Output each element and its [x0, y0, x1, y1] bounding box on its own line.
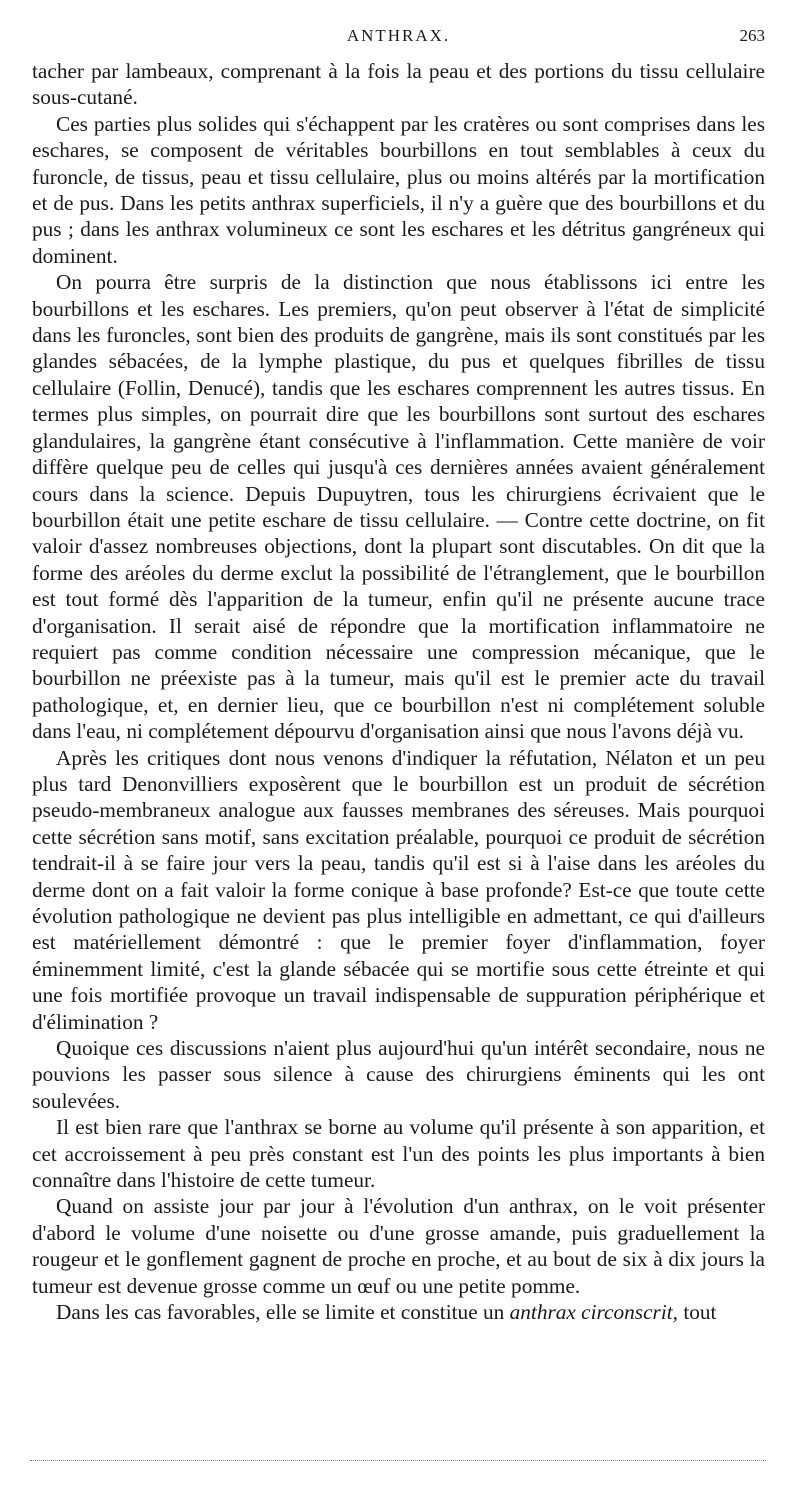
paragraph: Après les critiques dont nous venons d'indiquer la réfutation, Nélaton et un peu plus tard Denonvilliers exposèrent que le bourbillon est un produit de sécrétion pseudo-membraneux analogue aux fausses membranes des séreuses. Mais pourquoi cette sécrétion sans motif, sans excitation préalable, pourquoi ce produit de sécrétion tendrait-il à se faire jour vers la peau, tandis qu'il est si à l'aise dans les aréoles du derme dont on a fait valoir la forme conique à base profonde? Est-ce que toute cette évolution pathologique ne devient pas plus intelligible en admettant, ce qui d'ailleurs est matériellement démontré : que le premier foyer d'inflammation, foyer éminemment limité, c'est la glande sébacée qui se mortifie sous cette étreinte et qui une fois mortifiée provoque un travail indispensable de suppuration périphérique et d'élimination ?: [32, 745, 765, 1034]
paragraph: Quand on assiste jour par jour à l'évolution d'un anthrax, on le voit présenter d'abord le volume d'une noisette ou d'une grosse amande, puis graduellement la rougeur et le gonflement gagnent de proche en proche, et au bout de six à dix jours la tumeur est devenue grosse comme un œuf ou une petite pomme.: [32, 1194, 765, 1298]
paragraph-last: [32, 1299, 765, 1325]
paragraph: Ces parties plus solides qui s'échappent par les cratères ou sont comprises dans les eschares, se composent de véritables bourbillons en tout semblables à ceux du furoncle, de tissus, peau et tissu cellulaire, plus ou moins altérés par la mortification et de pus. Dans les petits anthrax superficiels, il n'y a guère que des bourbillons et du pus ; dans les anthrax volumineux ce sont les eschares et les détritus gangréneux qui dominent.: [32, 111, 765, 268]
paragraph: Il est bien rare que l'anthrax se borne au volume qu'il présente à son apparition, et cet accroissement à peu près constant est l'un des points les plus importants à bien connaître dans l'histoire de cette tumeur.: [32, 1115, 765, 1193]
page-number: 263: [739, 26, 765, 45]
paragraph: tacher par lambeaux, comprenant à la fois la peau et des portions du tissu cellulaire sous-cutané.: [32, 59, 765, 110]
paragraph-text: Dans les cas favorables, elle se limite et constitue un: [56, 1300, 510, 1325]
page: [32, 26, 765, 1326]
header-title: ANTHRAX.: [346, 26, 451, 45]
body-text: [32, 58, 765, 1326]
paragraph-text: tout: [678, 1300, 717, 1325]
running-header: [32, 26, 765, 50]
footer-divider: [30, 1460, 766, 1461]
paragraph: Quoique ces discussions n'aient plus aujourd'hui qu'un intérêt secondaire, nous ne pouvions les passer sous silence à cause des chirurgiens éminents qui les ont soulevées.: [32, 1036, 765, 1113]
paragraph: On pourra être surpris de la distinction que nous établissons ici entre les bourbillons et les eschares. Les premiers, qu'on peut observer à l'état de simplicité dans les furoncles, sont bien des produits de gangrène, mais ils sont constitués par les glandes sébacées, de la lymphe plastique, du pus et quelques fibrilles de tissu cellulaire (Follin, Denucé), tandis que les eschares comprennent les autres tissus. En termes plus simples, on pourrait dire que les bourbillons sont surtout des eschares glandulaires, la gangrène étant consécutive à l'inflammation. Cette manière de voir diffère quelque peu de celles qui jusqu'à ces dernières années avaient généralement cours dans la science. Depuis Dupuytren, tous les chirurgiens écrivaient que le bourbillon était une petite eschare de tissu cellulaire. — Contre cette doctrine, on fit valoir d'assez nombreuses objections, dont la plupart sont discutables. On dit que la forme des aréoles du derme exclut la possibilité de l'étranglement, que le bourbillon est tout formé dès l'apparition de la tumeur, enfin qu'il ne présente aucune trace d'organisation. Il serait aisé de répondre que la mortification inflammatoire ne requiert pas comme condition nécessaire une compression mécanique, que le bourbillon ne préexiste pas à la tumeur, mais qu'il est le premier acte du travail pathologique, et, en dernier lieu, que ce bourbillon n'est ni complétement soluble dans l'eau, ni complétement dépourvu d'organisation ainsi que nous l'avons déjà vu.: [32, 270, 765, 744]
emphasis-term: anthrax circonscrit,: [509, 1300, 678, 1325]
